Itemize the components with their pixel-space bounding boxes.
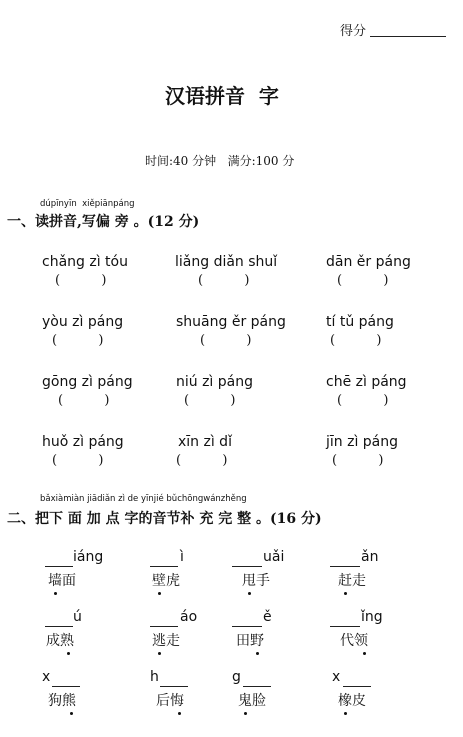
emphasis-dot <box>70 712 73 715</box>
emphasis-dot <box>244 712 247 715</box>
s2-hint: iáng <box>73 549 104 565</box>
s2-word: 后悔 <box>156 693 184 709</box>
s1-item-pinyin: xīn zì dǐ <box>178 434 232 450</box>
time-info: 时间:40 分钟 满分:100 分 <box>145 154 295 168</box>
s1-item-pinyin: chē zì páng <box>326 374 407 390</box>
section1-ruby: dúpīnyīn xiěpiānpáng <box>40 199 135 209</box>
s1-item-pinyin: dān ěr páng <box>326 254 411 270</box>
s1-item-blank[interactable]: ( ) <box>52 453 104 468</box>
emphasis-dot <box>54 592 57 595</box>
section2-ruby: bǎxiàmiàn jiādiǎn zì de yīnjié bǔchōngwánzhěng <box>40 494 247 504</box>
section2-title: 二、把下 面 加 点 字的音节补 充 完 整 。(16 分) <box>7 511 322 527</box>
s2-word: 橡皮 <box>338 693 366 709</box>
s2-blank[interactable] <box>343 686 371 687</box>
s2-word: 赶走 <box>338 573 366 589</box>
s2-blank[interactable] <box>150 626 178 627</box>
s2-word: 墙面 <box>48 573 76 589</box>
s2-blank[interactable] <box>150 566 178 567</box>
s1-item-pinyin: tí tǔ páng <box>326 314 394 330</box>
emphasis-dot <box>363 652 366 655</box>
emphasis-dot <box>178 712 181 715</box>
s1-item-blank[interactable]: ( ) <box>337 393 389 408</box>
s1-item-blank[interactable]: ( ) <box>52 333 104 348</box>
s1-item-blank[interactable]: ( ) <box>184 393 236 408</box>
s2-hint: ì <box>180 549 184 565</box>
s2-word: 鬼脸 <box>238 693 266 709</box>
section1-title: 一、读拼音,写偏 旁 。(12 分) <box>7 214 200 230</box>
score-blank[interactable] <box>370 36 446 37</box>
s2-word: 代领 <box>340 633 368 649</box>
s2-word: 甩手 <box>242 573 270 589</box>
s1-item-pinyin: niú zì páng <box>176 374 253 390</box>
page-title: 汉语拼音 字 <box>165 84 279 108</box>
s2-blank[interactable] <box>45 626 73 627</box>
s1-item-pinyin: liǎng diǎn shuǐ <box>175 254 278 270</box>
s2-hint: ǎn <box>361 549 379 565</box>
emphasis-dot <box>158 652 161 655</box>
emphasis-dot <box>248 592 251 595</box>
s2-hint: x <box>42 669 51 685</box>
emphasis-dot <box>158 592 161 595</box>
s1-item-blank[interactable]: ( ) <box>58 393 110 408</box>
s1-item-pinyin: chǎng zì tóu <box>42 254 128 270</box>
s2-hint: g <box>232 669 241 685</box>
s1-item-pinyin: huǒ zì páng <box>42 434 124 450</box>
s2-word: 田野 <box>236 633 264 649</box>
s2-hint: áo <box>180 609 198 625</box>
s2-word: 成熟 <box>46 633 74 649</box>
s2-blank[interactable] <box>45 566 73 567</box>
s2-blank[interactable] <box>232 566 262 567</box>
s1-item-pinyin: shuāng ěr páng <box>176 314 286 330</box>
s1-item-blank[interactable]: ( ) <box>200 333 252 348</box>
s2-hint: ú <box>73 609 82 625</box>
s1-item-blank[interactable]: ( ) <box>332 453 384 468</box>
s2-hint: h <box>150 669 159 685</box>
s1-item-pinyin: gōng zì páng <box>42 374 133 390</box>
s2-word: 狗熊 <box>48 693 76 709</box>
emphasis-dot <box>344 712 347 715</box>
s2-hint: ě <box>263 609 272 625</box>
s2-hint: ǐng <box>361 609 383 625</box>
s2-word: 逃走 <box>152 633 180 649</box>
s2-word: 壁虎 <box>152 573 180 589</box>
s1-item-blank[interactable]: ( ) <box>330 333 382 348</box>
s2-blank[interactable] <box>243 686 271 687</box>
s1-item-pinyin: jīn zì páng <box>326 434 399 450</box>
s2-hint: uǎi <box>263 549 285 565</box>
s2-hint: x <box>332 669 341 685</box>
s1-item-pinyin: yòu zì páng <box>42 314 124 330</box>
s2-blank[interactable] <box>52 686 80 687</box>
s2-blank[interactable] <box>160 686 188 687</box>
emphasis-dot <box>67 652 70 655</box>
s2-blank[interactable] <box>330 626 360 627</box>
emphasis-dot <box>256 652 259 655</box>
s1-item-blank[interactable]: ( ) <box>176 453 228 468</box>
s1-item-blank[interactable]: ( ) <box>55 273 107 288</box>
score-label: 得分 <box>340 24 367 39</box>
s1-item-blank[interactable]: ( ) <box>337 273 389 288</box>
s1-item-blank[interactable]: ( ) <box>198 273 250 288</box>
s2-blank[interactable] <box>232 626 262 627</box>
s2-blank[interactable] <box>330 566 360 567</box>
emphasis-dot <box>344 592 347 595</box>
